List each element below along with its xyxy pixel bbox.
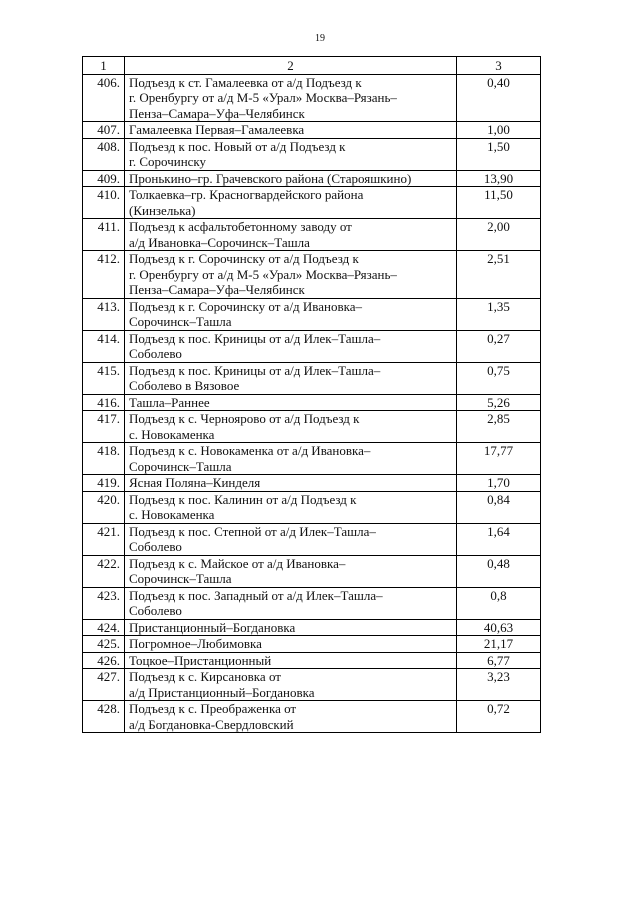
length-cell: 3,23	[457, 669, 541, 701]
length-cell: 0,75	[457, 362, 541, 394]
length-cell: 0,48	[457, 555, 541, 587]
table-row	[83, 122, 541, 139]
row-number-cell: 422.	[83, 555, 125, 587]
length-cell: 13,90	[457, 170, 541, 187]
row-number-cell: 409.	[83, 170, 125, 187]
row-number-cell: 417.	[83, 411, 125, 443]
road-name-cell: Подъезд к с. Кирсановка от а/д Пристанционный–Богдановка	[125, 669, 457, 701]
row-number-cell: 410.	[83, 187, 125, 219]
table-row	[83, 701, 541, 733]
table-row	[83, 170, 541, 187]
row-number-cell: 424.	[83, 619, 125, 636]
row-number-cell: 423.	[83, 587, 125, 619]
road-name-cell: Подъезд к с. Новокаменка от а/д Ивановка– Сорочинск–Ташла	[125, 443, 457, 475]
row-number-cell: 416.	[83, 394, 125, 411]
row-number-cell: 408.	[83, 138, 125, 170]
road-name-cell: Подъезд к с. Черноярово от а/д Подъезд к с. Новокаменка	[125, 411, 457, 443]
road-name-cell: Гамалеевка Первая–Гамалеевка	[125, 122, 457, 139]
road-name-cell: Подъезд к ст. Гамалеевка от а/д Подъезд к г. Оренбургу от а/д М-5 «Урал» Москва–Рязань– Пенза–Самара–Уфа–Челябинск	[125, 74, 457, 122]
row-number-cell: 411.	[83, 219, 125, 251]
length-cell: 2,51	[457, 251, 541, 299]
length-cell: 40,63	[457, 619, 541, 636]
table-row	[83, 652, 541, 669]
table-row	[83, 443, 541, 475]
roads-table	[82, 56, 541, 733]
length-cell: 2,85	[457, 411, 541, 443]
road-name-cell: Ясная Поляна–Кинделя	[125, 475, 457, 492]
column-header-number: 1	[83, 57, 125, 75]
page-number: 19	[315, 33, 325, 44]
row-number-cell: 407.	[83, 122, 125, 139]
table-row	[83, 636, 541, 653]
column-header-name: 2	[125, 57, 457, 75]
length-cell: 17,77	[457, 443, 541, 475]
table-row	[83, 74, 541, 122]
row-number-cell: 426.	[83, 652, 125, 669]
table-row	[83, 298, 541, 330]
road-name-cell: Подъезд к пос. Новый от а/д Подъезд к г. Сорочинску	[125, 138, 457, 170]
row-number-cell: 414.	[83, 330, 125, 362]
table-row	[83, 411, 541, 443]
table-row	[83, 619, 541, 636]
road-name-cell: Подъезд к пос. Криницы от а/д Илек–Ташла– Соболево	[125, 330, 457, 362]
column-header-length: 3	[457, 57, 541, 75]
row-number-cell: 425.	[83, 636, 125, 653]
length-cell: 1,64	[457, 523, 541, 555]
table-row	[83, 219, 541, 251]
length-cell: 11,50	[457, 187, 541, 219]
road-name-cell: Подъезд к пос. Калинин от а/д Подъезд к с. Новокаменка	[125, 491, 457, 523]
table-row	[83, 523, 541, 555]
row-number-cell: 413.	[83, 298, 125, 330]
road-name-cell: Погромное–Любимовка	[125, 636, 457, 653]
table-row	[83, 587, 541, 619]
road-name-cell: Подъезд к пос. Криницы от а/д Илек–Ташла– Соболево в Вязовое	[125, 362, 457, 394]
table-row	[83, 251, 541, 299]
row-number-cell: 406.	[83, 74, 125, 122]
table-row	[83, 491, 541, 523]
road-name-cell: Пронькино–гр. Грачевского района (Старояшкино)	[125, 170, 457, 187]
length-cell: 1,00	[457, 122, 541, 139]
row-number-cell: 427.	[83, 669, 125, 701]
length-cell: 0,84	[457, 491, 541, 523]
length-cell: 6,77	[457, 652, 541, 669]
row-number-cell: 421.	[83, 523, 125, 555]
length-cell: 2,00	[457, 219, 541, 251]
table-header-row	[83, 57, 541, 75]
road-name-cell: Подъезд к г. Сорочинску от а/д Подъезд к г. Оренбургу от а/д М-5 «Урал» Москва–Рязань– Пенза–Самара–Уфа–Челябинск	[125, 251, 457, 299]
road-name-cell: Толкаевка–гр. Красногвардейского района (Кинзелька)	[125, 187, 457, 219]
row-number-cell: 419.	[83, 475, 125, 492]
table-row	[83, 475, 541, 492]
length-cell: 0,72	[457, 701, 541, 733]
length-cell: 0,40	[457, 74, 541, 122]
length-cell: 0,27	[457, 330, 541, 362]
row-number-cell: 418.	[83, 443, 125, 475]
table-row	[83, 394, 541, 411]
table-row	[83, 330, 541, 362]
row-number-cell: 412.	[83, 251, 125, 299]
table-row	[83, 362, 541, 394]
road-name-cell: Подъезд к асфальтобетонному заводу от а/д Ивановка–Сорочинск–Ташла	[125, 219, 457, 251]
road-name-cell: Подъезд к пос. Степной от а/д Илек–Ташла– Соболево	[125, 523, 457, 555]
road-name-cell: Подъезд к пос. Западный от а/д Илек–Ташла– Соболево	[125, 587, 457, 619]
road-name-cell: Подъезд к г. Сорочинску от а/д Ивановка– Сорочинск–Ташла	[125, 298, 457, 330]
length-cell: 1,70	[457, 475, 541, 492]
table-row	[83, 187, 541, 219]
table-row	[83, 138, 541, 170]
road-name-cell: Пристанционный–Богдановка	[125, 619, 457, 636]
table-row	[83, 669, 541, 701]
road-name-cell: Ташла–Раннее	[125, 394, 457, 411]
row-number-cell: 420.	[83, 491, 125, 523]
table-row	[83, 555, 541, 587]
road-name-cell: Тоцкое–Пристанционный	[125, 652, 457, 669]
length-cell: 1,50	[457, 138, 541, 170]
row-number-cell: 428.	[83, 701, 125, 733]
length-cell: 0,8	[457, 587, 541, 619]
length-cell: 5,26	[457, 394, 541, 411]
road-name-cell: Подъезд к с. Майское от а/д Ивановка– Сорочинск–Ташла	[125, 555, 457, 587]
row-number-cell: 415.	[83, 362, 125, 394]
road-name-cell: Подъезд к с. Преображенка от а/д Богдановка-Свердловский	[125, 701, 457, 733]
length-cell: 1,35	[457, 298, 541, 330]
length-cell: 21,17	[457, 636, 541, 653]
